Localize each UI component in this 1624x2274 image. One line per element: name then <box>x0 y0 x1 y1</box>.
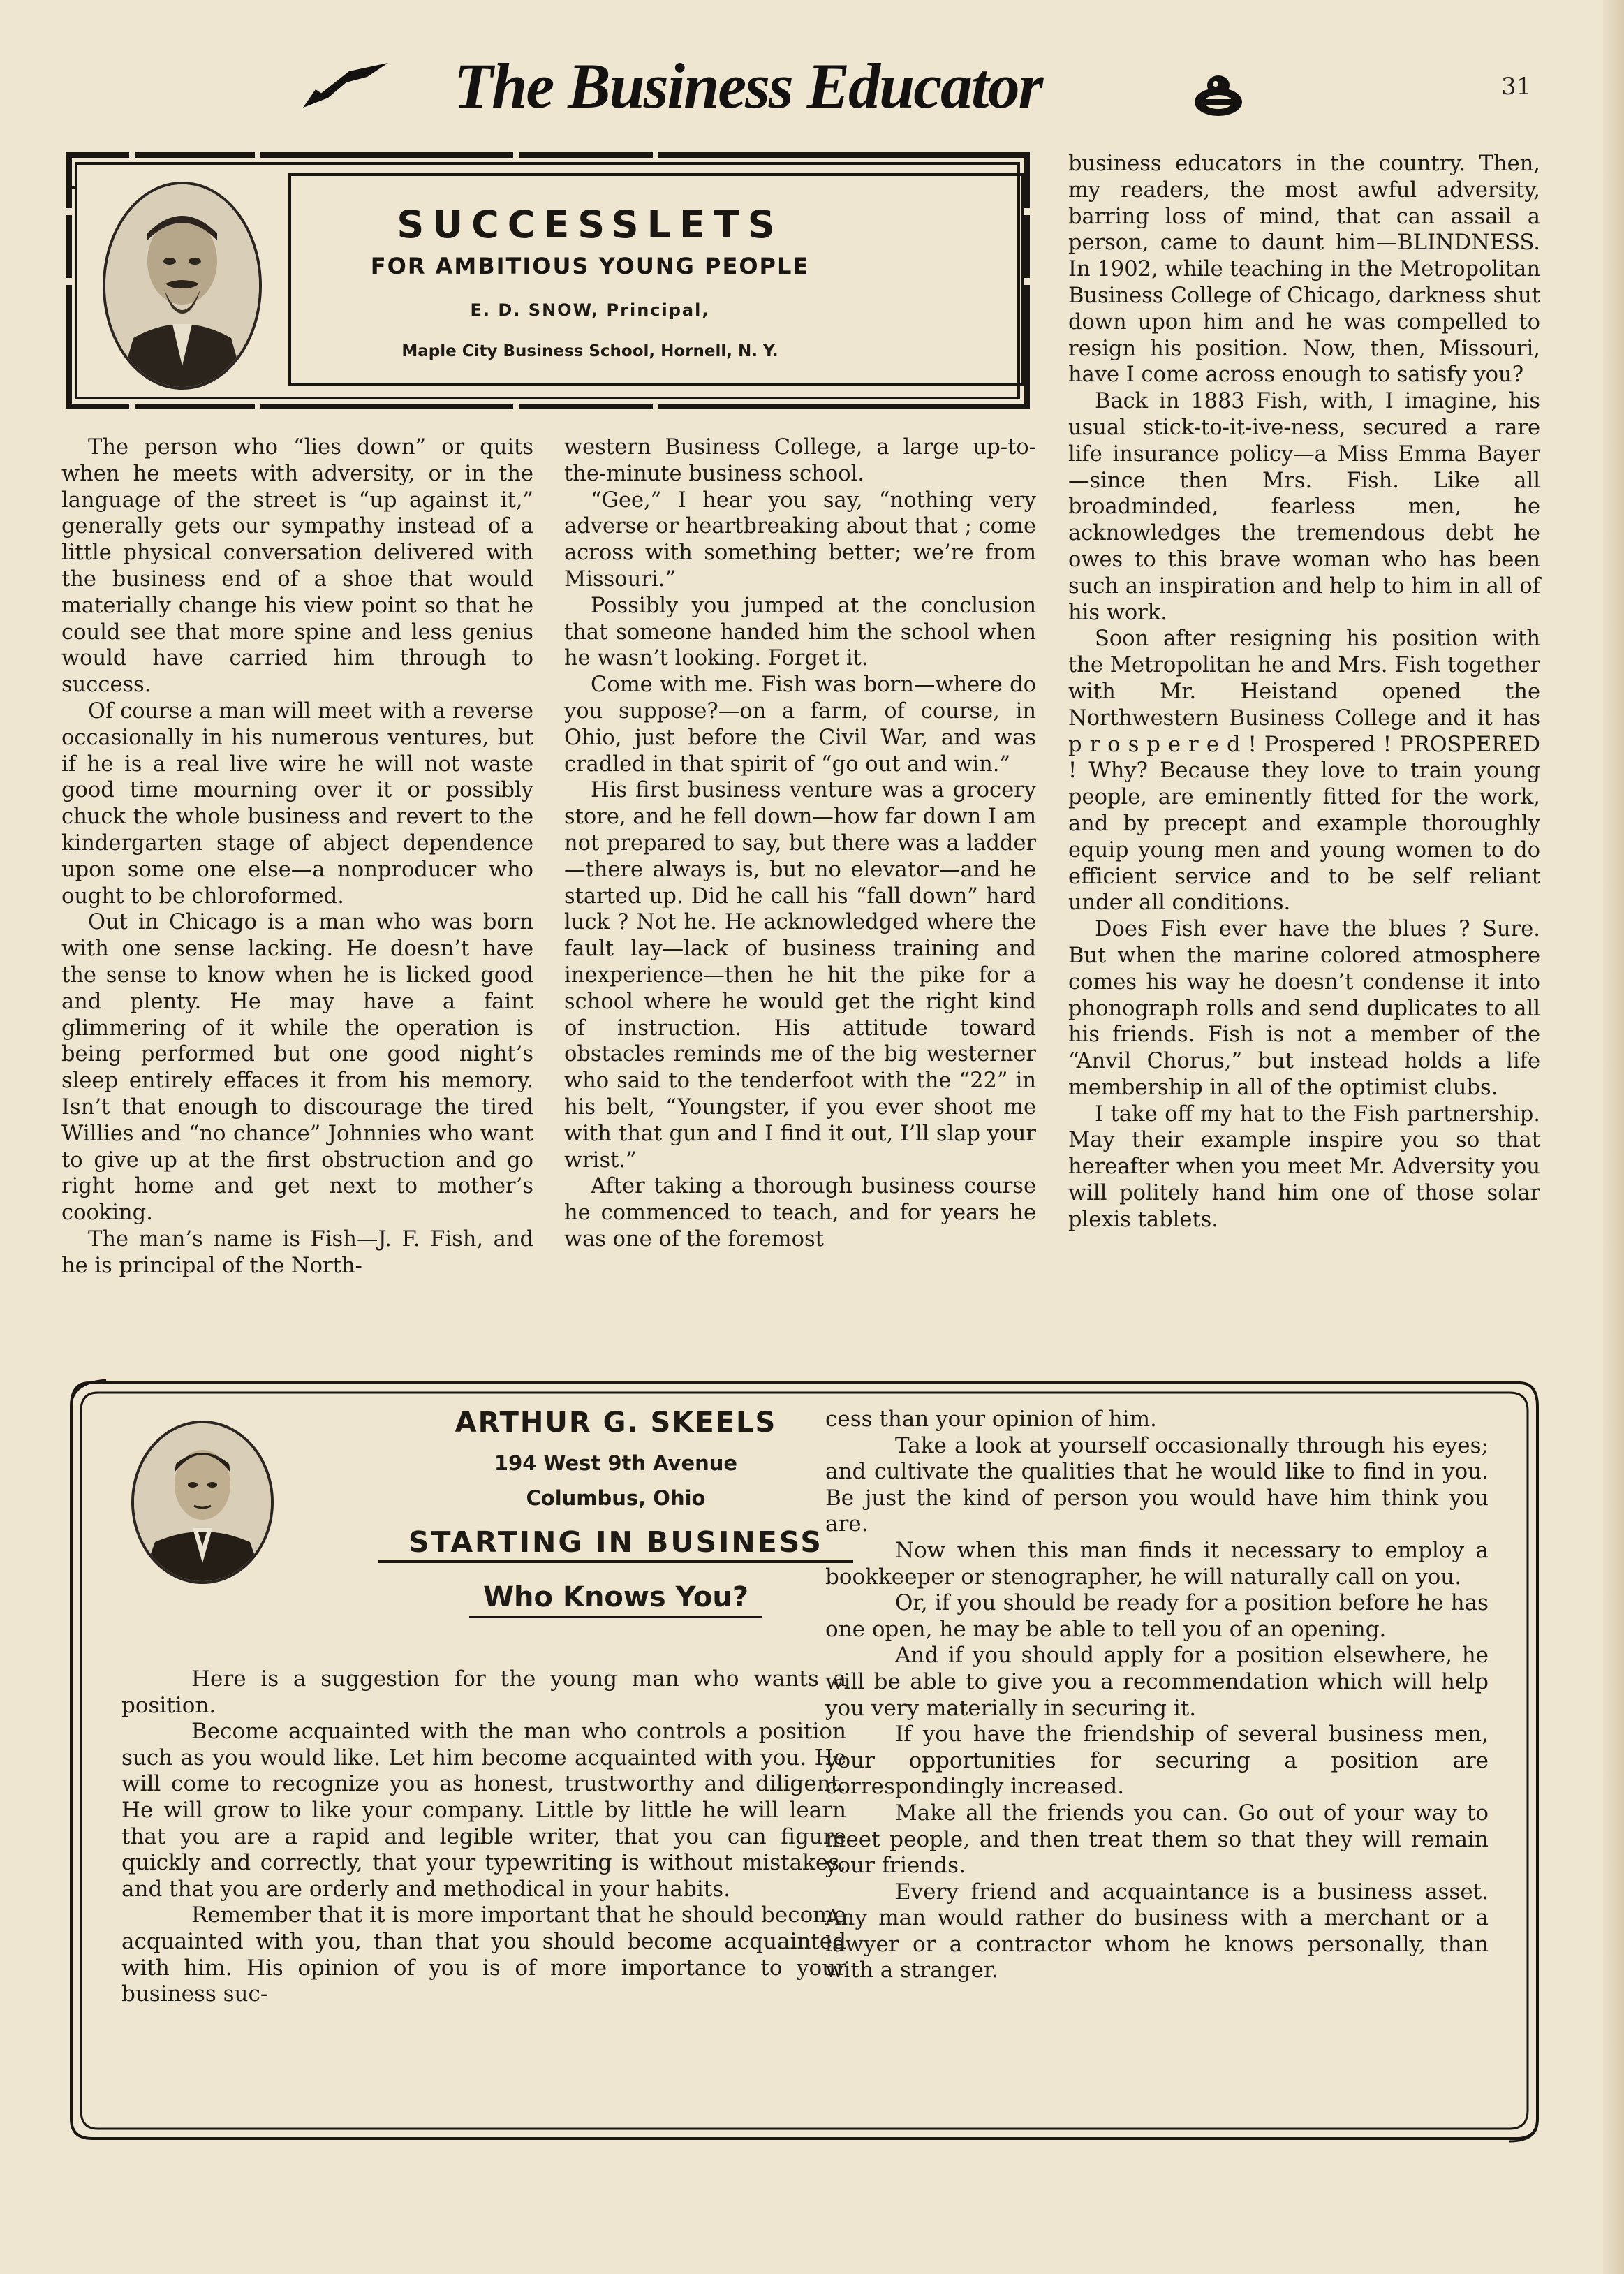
arthur-skeels-portrait <box>131 1421 274 1584</box>
paragraph: Now when this man finds it necessary to employ a bookkeeper or stenographer, he will naturally call on you. <box>825 1537 1489 1590</box>
author-name: ARTHUR G. SKEELS <box>455 1407 777 1439</box>
paragraph: The person who “lies down” or quits when he meets with adversity, or in the language of the street is “up against it,” generally gets our sympathy instead of a little physical conversation delivered with the business end of a shoe that would materially change his view point so that he could see that more spine and less genius would have carried him through to success. <box>61 435 533 698</box>
page-edge <box>1603 0 1624 2274</box>
eagle-emblem-icon <box>1190 71 1246 120</box>
starting-in-business-box <box>64 1379 1544 2143</box>
article-column-1 <box>61 434 533 1279</box>
paragraph: cess than your opinion of him. <box>825 1407 1157 1432</box>
portrait-figure-icon <box>105 184 259 387</box>
author-city: Columbus, Ohio <box>526 1486 706 1510</box>
successlets-header-box <box>66 152 1030 409</box>
paragraph: Take a look at yourself occasionally through his eyes; and cultivate the qualities that he would like to find in you. Be just the kind of person you would have him think you are. <box>825 1432 1489 1537</box>
skeels-column-1 <box>121 1666 846 2008</box>
paragraph: Does Fish ever have the blues ? Sure. But when the marine colored atmosphere comes his way he doesn’t condense it into phonograph rolls and send duplicates to all his friends. Fish is not a member of the “Anvil Chorus,” but instead holds a life membership in all of the optimist clubs. <box>1068 917 1540 1100</box>
paragraph: Of course a man will meet with a reverse occasionally in his numerous ventures, but if he is a real live wire he will not waste good time mourning over it or possibly chuck the whole business and revert to the kindergarten stage of abject dependence upon some one else—a nonproducer who ought to be chloroformed. <box>61 698 533 909</box>
e-d-snow-portrait <box>103 182 262 390</box>
article-column-3 <box>1068 151 1540 1233</box>
successlets-title: SUCCESSLETS <box>397 203 783 247</box>
paragraph: If you have the friendship of several business men, your opportunities for securing a position are correspondingly increased. <box>825 1722 1489 1800</box>
paragraph: western Business College, a large up-to-the-minute business school. <box>564 435 1036 486</box>
paragraph: And if you should apply for a position elsewhere, he will be able to give you a recommendation which will help you very materially in securing it. <box>825 1643 1489 1721</box>
paragraph: Back in 1883 Fish, with, I imagine, his usual stick-to-it-ive-ness, secured a rare life insurance policy—a Miss Emma Bayer—since then Mrs. Fish. Like all broadminded, fearless men, he acknowledges the tremendous debt he owes to this brave woman who has been such an inspiration and help to him in all of his work. <box>1068 389 1540 625</box>
paragraph: Possibly you jumped at the conclusion that someone handed him the school when he wasn’t looking. Forget it. <box>564 593 1036 671</box>
quill-pen-icon <box>300 61 391 110</box>
page-number: 31 <box>1501 73 1532 101</box>
paragraph: Soon after resigning his position with the Metropolitan he and Mrs. Fish together with Mr. Heistand opened the Northwestern Business College and it has p r o s p e r e d ! Prospered ! PROSPERED ! Why? Because they love to train young people, are eminently fitted for the work, and by precept and example thoroughly equip young men and young women to do efficient service and to be self reliant under all conditions. <box>1068 626 1540 916</box>
author-name: E. D. SNOW, Principal, <box>470 300 710 320</box>
paragraph: Become acquainted with the man who controls a position such as you would like. Let him become acquainted with you. He will come to recognize you as honest, trustworthy and diligent. He will grow to like your company. Little by little he will learn that you are a rapid and legible writer, that you can figure quickly and correctly, that your typewriting is without mistakes, and that you are orderly and methodical in your habits. <box>121 1719 846 1902</box>
paragraph: I take off my hat to the Fish partnership. May their example inspire you so that hereafter when you meet Mr. Adversity you will politely hand him one of those solar plexis tablets. <box>1068 1101 1540 1232</box>
paragraph: Or, if you should be ready for a position before he has one open, he may be able to tell you of an opening. <box>825 1590 1489 1642</box>
paragraph: Come with me. Fish was born—where do you suppose?—on a farm, of course, in Ohio, just before the Civil War, and was cradled in that spirit of “go out and win.” <box>564 673 1036 777</box>
paragraph: business educators in the country. Then, my readers, the most awful adversity, barring loss of mind, that can assail a person, came to daunt him—BLINDNESS. In 1902, while teaching in the Metropolitan Business College of Chicago, darkness shut down upon him and he was compelled to resign his position. Now, then, Missouri, have I come across enough to satisfy you? <box>1068 152 1540 388</box>
paragraph: “Gee,” I hear you say, “nothing very adverse or heartbreaking about that ; come across with something better; we’re from Missouri.” <box>564 487 1036 592</box>
paragraph: Here is a suggestion for the young man who wants a position. <box>121 1666 846 1718</box>
paragraph: Every friend and acquaintance is a business asset. Any man would rather do business with a merchant or a lawyer or a contractor whom he knows personally, than with a stranger. <box>825 1879 1489 1983</box>
skeels-column-2 <box>825 1407 1489 1984</box>
successlets-subtitle: FOR AMBITIOUS YOUNG PEOPLE <box>370 253 810 279</box>
author-school: Maple City Business School, Hornell, N. Y. <box>401 342 778 360</box>
paragraph: After taking a thorough business course he commenced to teach, and for years he was one of the foremost <box>564 1174 1036 1252</box>
article-column-2 <box>564 434 1036 1253</box>
author-address: 194 West 9th Avenue <box>494 1451 738 1475</box>
article-subheadline: Who Knows You? <box>469 1581 762 1618</box>
paragraph: Out in Chicago is a man who was born with one sense lacking. He doesn’t have the sense to know when he is licked good and plenty. He may have a faint glimmering of it while the operation is being performed but one good night’s sleep entirely effaces it from his memory. Isn’t that enough to discourage the tired Willies and “no chance” Johnnies who want to give up at the first obstruction and go right home and get next to mother’s cooking. <box>61 910 533 1226</box>
paragraph: Remember that it is more important that he should become acquainted with you, than that you should become acquainted with him. His opinion of you is of more importance to your business suc- <box>121 1902 846 2007</box>
masthead-title: The Business Educator <box>454 50 1042 122</box>
paragraph: His first business venture was a grocery store, and he fell down—how far down I am not prepared to say, but there was a ladder—there always is, but no elevator—and he started up. Did he call his “fall down” hard luck ? Not he. He acknowledged where the fault lay—lack of business training and inexperience—then he hit the pike for a school where he would get the right kind of instruction. His attitude toward obstacles reminds me of the big westerner who said to the tenderfoot with the “22” in his belt, “Youngster, if you ever shoot me with that gun and I find it out, I’ll slap your wrist.” <box>564 778 1036 1173</box>
portrait-figure-icon <box>134 1423 271 1581</box>
paragraph: Make all the friends you can. Go out of your way to meet people, and then treat them so that they will remain your friends. <box>825 1800 1489 1879</box>
article-headline: STARTING IN BUSINESS <box>378 1525 853 1563</box>
masthead <box>300 49 1194 126</box>
paragraph: The man’s name is Fish—J. F. Fish, and he is principal of the North- <box>61 1226 533 1278</box>
